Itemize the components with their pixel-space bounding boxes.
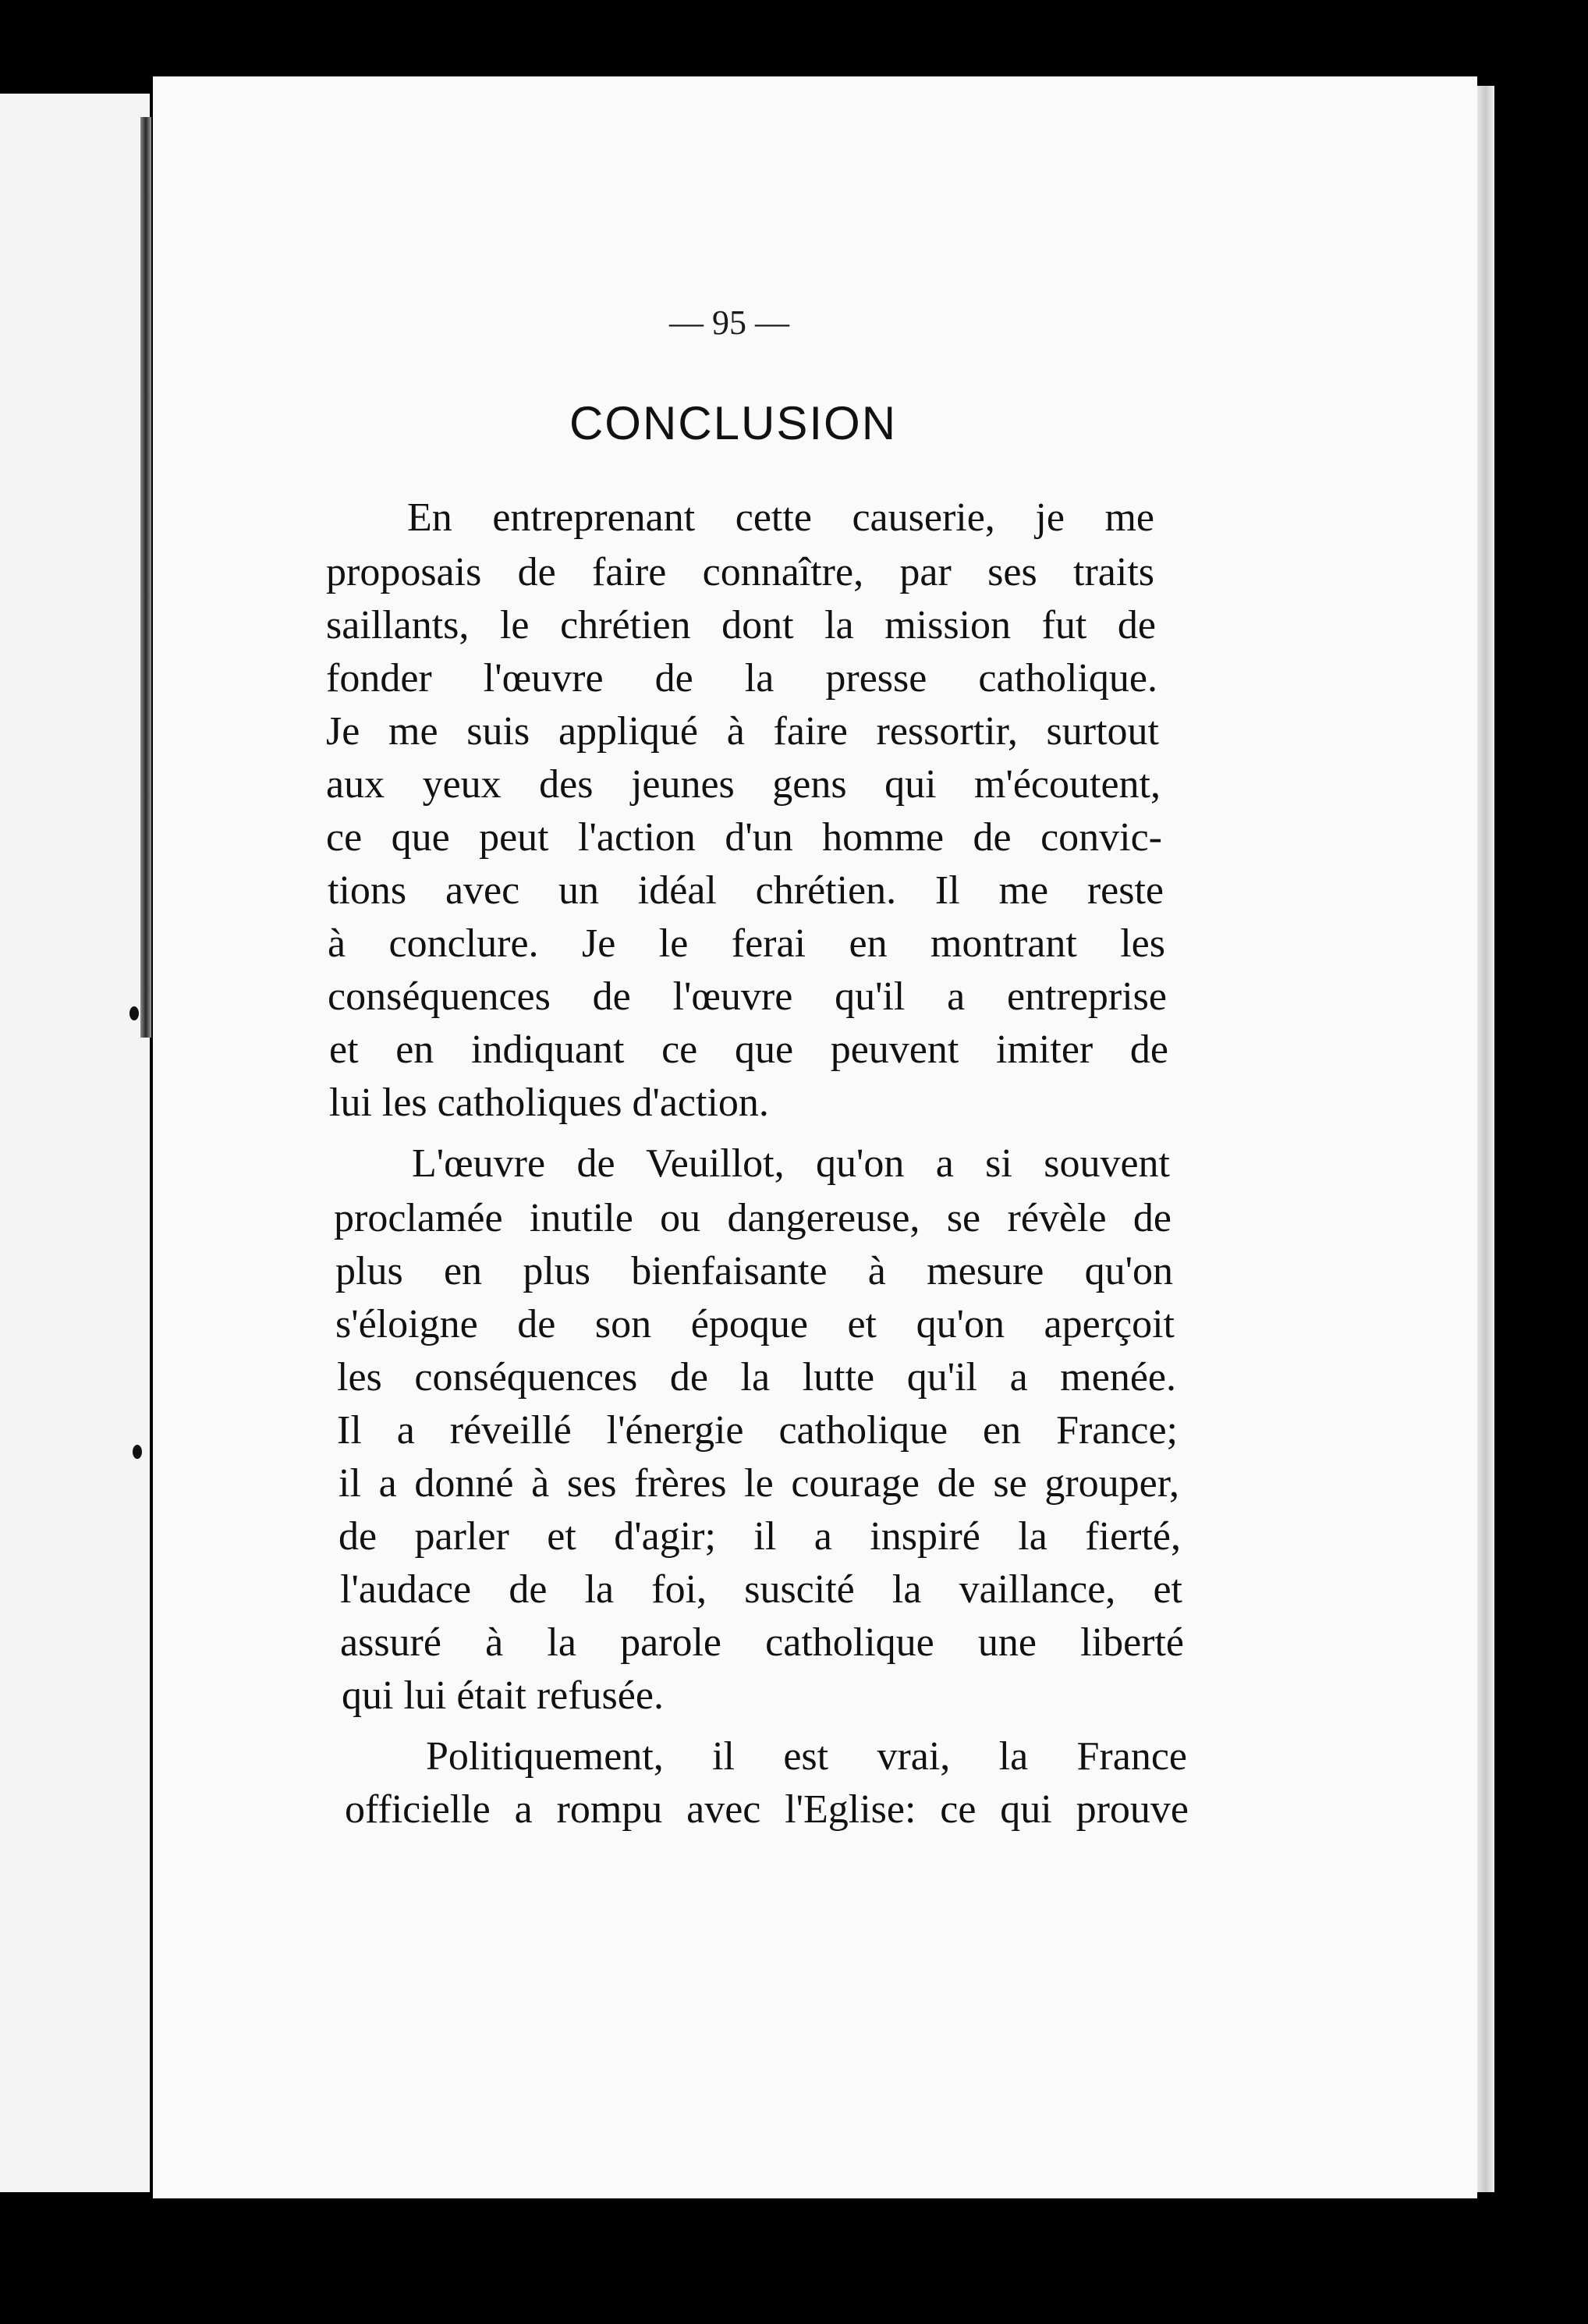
text-line: Il a réveillé l'énergie catholique en France; [337,1408,1178,1453]
binding-mark [133,1445,142,1459]
book-page [153,76,1477,2198]
text-line: plus en plus bienfaisante à mesure qu'on [335,1249,1173,1293]
page-number: — 95 — [669,303,789,342]
text-line: En entreprenant cette causerie, je me [407,495,1154,540]
previous-page-edge [0,94,150,2192]
page-stack-edge [1477,86,1494,2192]
text-line: de parler et d'agir; il a inspiré la fierté, [339,1514,1181,1559]
text-line: proclamée inutile ou dangereuse, se révèle de [334,1196,1172,1240]
text-line: aux yeux des jeunes gens qui m'écoutent, [326,762,1161,807]
chapter-heading: CONCLUSION [569,397,898,449]
text-line: fonder l'œuvre de la presse catholique. [326,656,1157,701]
text-line: ce que peut l'action d'un homme de convic- [326,815,1162,860]
text-line: Je me suis appliqué à faire ressortir, surtout [326,709,1159,754]
text-line: l'audace de la foi, suscité la vaillance, et [340,1567,1182,1612]
text-line: les conséquences de la lutte qu'il a menée. [337,1355,1176,1400]
text-line: proposais de faire connaître, par ses traits [326,550,1154,594]
text-line: Politiquement, il est vrai, la France [426,1734,1187,1779]
text-line: saillants, le chrétien dont la mission fut de [326,603,1156,648]
text-line: qui lui était refusée. [342,1673,664,1718]
text-line: et en indiquant ce que peuvent imiter de [329,1027,1168,1072]
text-line: à conclure. Je le ferai en montrant les [328,921,1165,966]
text-line: officielle a rompu avec l'Eglise: ce qui prouve [345,1787,1189,1832]
text-line: L'œuvre de Veuillot, qu'on a si souvent [412,1141,1170,1186]
book-gutter-shadow [140,117,151,1038]
text-line: s'éloigne de son époque et qu'on aperçoit [335,1302,1175,1347]
text-line: il a donné à ses frères le courage de se grouper, [339,1461,1179,1506]
text-line: tions avec un idéal chrétien. Il me reste [328,868,1164,913]
binding-mark [129,1006,139,1020]
text-line: assuré à la parole catholique une liberté [340,1620,1184,1665]
text-line: lui les catholiques d'action. [329,1080,769,1125]
text-line: conséquences de l'œuvre qu'il a entreprise [328,974,1167,1019]
